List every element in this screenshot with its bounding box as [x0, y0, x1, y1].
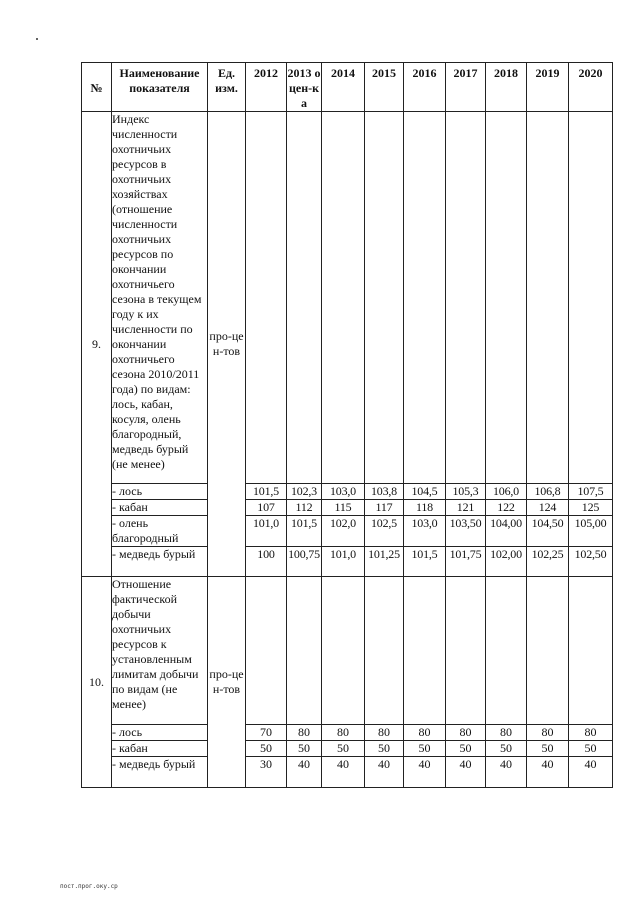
value-cell: 105,3 — [446, 484, 486, 500]
value-cell: 101,75 — [446, 547, 486, 577]
value-cell: 40 — [322, 757, 365, 788]
value-cell: 30 — [246, 757, 287, 788]
value-cell: 70 — [246, 725, 287, 741]
value-cell: 40 — [486, 757, 527, 788]
item-label: - медведь бурый — [112, 757, 208, 788]
value-cell: 102,50 — [569, 547, 613, 577]
row-10-item — [82, 725, 613, 741]
row-10-item — [82, 757, 613, 788]
header-year: 2013 оцен-ка — [287, 63, 322, 112]
indicator-title: Отношение фактической добычи охотничьих ресурсов к установленным лимитам добычи по видам (не менее) — [112, 577, 208, 725]
value-cell: 103,0 — [404, 516, 446, 547]
value-cell: 102,5 — [365, 516, 404, 547]
value-cell: 50 — [486, 741, 527, 757]
value-cell: 103,50 — [446, 516, 486, 547]
footer-mark: пост.прог.оку.ср — [60, 883, 118, 890]
value-cell: 124 — [527, 500, 569, 516]
item-label: - кабан — [112, 500, 208, 516]
row-9-title — [82, 112, 613, 484]
header-unit: Ед. изм. — [208, 63, 246, 112]
value-cell: 101,0 — [322, 547, 365, 577]
value-cell: 106,8 — [527, 484, 569, 500]
header-year: 2012 — [246, 63, 287, 112]
item-label: - лось — [112, 484, 208, 500]
value-cell: 125 — [569, 500, 613, 516]
value-cell: 100 — [246, 547, 287, 577]
value-cell: 101,5 — [246, 484, 287, 500]
value-cell: 106,0 — [486, 484, 527, 500]
header-year: 2015 — [365, 63, 404, 112]
header-year: 2020 — [569, 63, 613, 112]
value-cell: 50 — [287, 741, 322, 757]
value-cell: 121 — [446, 500, 486, 516]
value-cell: 103,8 — [365, 484, 404, 500]
value-cell: 80 — [446, 725, 486, 741]
value-cell: 101,5 — [287, 516, 322, 547]
value-cell: 80 — [287, 725, 322, 741]
header-year: 2018 — [486, 63, 527, 112]
header-year: 2019 — [527, 63, 569, 112]
value-cell: 50 — [446, 741, 486, 757]
header-row — [82, 63, 613, 112]
value-cell: 80 — [404, 725, 446, 741]
value-cell: 102,00 — [486, 547, 527, 577]
row-number: 10. — [82, 577, 112, 788]
value-cell: 50 — [569, 741, 613, 757]
value-cell: 107 — [246, 500, 287, 516]
value-cell: 50 — [404, 741, 446, 757]
unit-label: про-цен-тов — [208, 112, 246, 577]
value-cell: 102,0 — [322, 516, 365, 547]
row-9-item — [82, 516, 613, 547]
value-cell: 103,0 — [322, 484, 365, 500]
value-cell: 104,5 — [404, 484, 446, 500]
value-cell: 102,3 — [287, 484, 322, 500]
value-cell: 80 — [527, 725, 569, 741]
value-cell: 104,00 — [486, 516, 527, 547]
item-label: - медведь бурый — [112, 547, 208, 577]
value-cell: 101,0 — [246, 516, 287, 547]
value-cell: 80 — [365, 725, 404, 741]
item-label: - лось — [112, 725, 208, 741]
value-cell: 50 — [322, 741, 365, 757]
item-label: - кабан — [112, 741, 208, 757]
value-cell: 112 — [287, 500, 322, 516]
value-cell: 118 — [404, 500, 446, 516]
value-cell: 105,00 — [569, 516, 613, 547]
indicators-table — [81, 62, 613, 788]
header-year: 2016 — [404, 63, 446, 112]
value-cell: 40 — [404, 757, 446, 788]
value-cell: 50 — [365, 741, 404, 757]
scan-speck — [36, 38, 38, 40]
item-label: - олень благородный — [112, 516, 208, 547]
header-name: Наименование показателя — [112, 63, 208, 112]
value-cell: 104,50 — [527, 516, 569, 547]
value-cell: 101,5 — [404, 547, 446, 577]
value-cell: 40 — [569, 757, 613, 788]
value-cell: 40 — [287, 757, 322, 788]
value-cell: 40 — [527, 757, 569, 788]
value-cell: 102,25 — [527, 547, 569, 577]
value-cell: 50 — [527, 741, 569, 757]
value-cell: 40 — [446, 757, 486, 788]
value-cell: 40 — [365, 757, 404, 788]
row-10-title — [82, 577, 613, 725]
header-year: 2014 — [322, 63, 365, 112]
value-cell: 117 — [365, 500, 404, 516]
value-cell: 101,25 — [365, 547, 404, 577]
row-10-item — [82, 741, 613, 757]
value-cell: 80 — [486, 725, 527, 741]
value-cell: 80 — [569, 725, 613, 741]
value-cell: 100,75 — [287, 547, 322, 577]
value-cell: 80 — [322, 725, 365, 741]
value-cell: 122 — [486, 500, 527, 516]
row-number: 9. — [82, 112, 112, 577]
value-cell: 107,5 — [569, 484, 613, 500]
unit-label: про-цен-тов — [208, 577, 246, 788]
indicator-title: Индекс численности охотничьих ресурсов в охотничьих хозяйствах (отношение численности охотничьих ресурсов по окончании охотничьего сезона в текущем году к их численности по окончании охотничьего сезона 2010/2011 года) по видам: лось, кабан, косуля, олень благородный, медведь бурый (не менее) — [112, 112, 208, 484]
value-cell: 115 — [322, 500, 365, 516]
header-num: № — [82, 63, 112, 112]
row-9-item — [82, 500, 613, 516]
row-9-item — [82, 484, 613, 500]
row-9-item — [82, 547, 613, 577]
header-year: 2017 — [446, 63, 486, 112]
value-cell: 50 — [246, 741, 287, 757]
